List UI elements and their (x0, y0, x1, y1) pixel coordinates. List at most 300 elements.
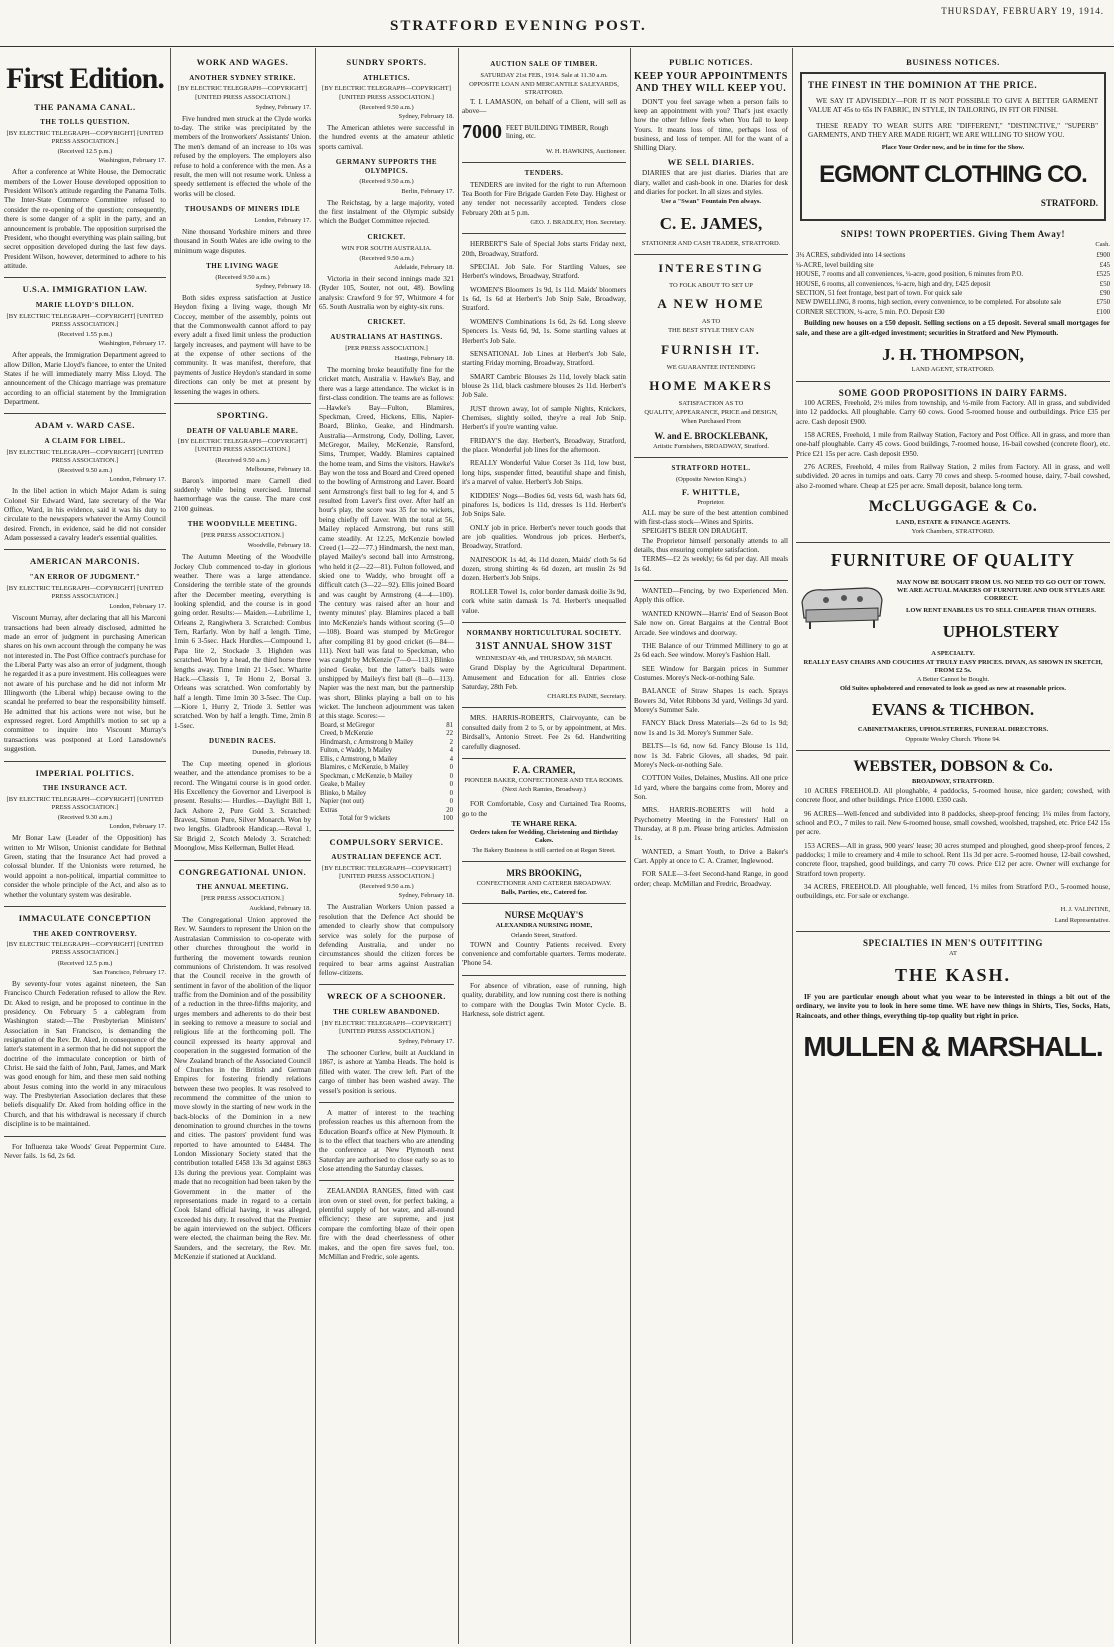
advert-body: IF you are particular enough about what you wear to be interested in things a bit out of the ordinary, we invite you to look in here some time. WE have new things in Shirts, Ties, Socks, Hats, Raincoats, and other things, everything tip-top quality but right in price. (796, 992, 1110, 1020)
wire-credit: [BY ELECTRIC TELEGRAPH—COPYRIGHT] [UNITED PRESS ASSOCIATION.] (322, 1019, 451, 1035)
advert-title: KEEP YOUR APPOINTMENTS AND THEY WILL KEEP YOU. (634, 70, 788, 95)
article-congregational (174, 867, 311, 1263)
herberts-advert: KIDDIES' Nogs—Bodies 6d, vests 6d, wash hats 6d, pinafores 1s, bodices 1s 11d, dresses 1s 11d. Herbert's Job Snips Sale. (462, 491, 626, 519)
divider (462, 233, 626, 234)
property-item (796, 309, 1110, 317)
advert-body: Grand Display by the Agricultural Department. Amusement and Education for all. Entries close Saturday, 28th Feb. (462, 664, 626, 691)
advert-nurse (462, 910, 626, 969)
divider (4, 413, 166, 414)
advert-line: AS TO (701, 318, 721, 326)
advert-line: SATISFACTION AS TO (678, 400, 744, 408)
article-body: In the libel action in which Major Adam is suing Colonel Sir Edward Ward, late secretary of the War Office, Ward, in his evidence, said it was his duty to circulate to the newspapers whatever the Army Council desired. French, in evidence, said he did not consider Adam possessed a cavalry leader's essential qualities. (4, 487, 166, 543)
advert-body: DIARIES that are just diaries. Diaries that are diary, wallet and cash-book in one. Diaries for desk and diaries for pocket. In all sizes and styles. (634, 169, 788, 197)
score-row (319, 790, 454, 798)
runs: 0 (449, 798, 453, 806)
advert-dairy-farms (796, 388, 1110, 491)
score-row (319, 756, 454, 764)
article-heading: U.S.A. IMMIGRATION LAW. (22, 284, 148, 295)
divider (462, 758, 626, 759)
advert-line: When Purchased From (681, 418, 741, 426)
column-6 (796, 54, 1110, 1644)
property-item (796, 252, 1110, 260)
article-body: The schooner Curlew, built at Auckland in 1867, is ashore at Yamba Heads. The hold is filled with water. The crew left. Part of the cargo of timber has been washed away. The vessel's position is serious. (319, 1049, 454, 1095)
advert-name: F. WHITTLE, (681, 486, 741, 497)
advert-trade: CONFECTIONER AND CATERER BROADWAY. (476, 879, 612, 887)
dateline: Sydney, February 17. (255, 103, 311, 111)
small-advert: COTTON Voiles, Delaines, Muslins. All one price 1d yard, where the bargains come from, Morey and Son. (634, 774, 788, 801)
timber-lot (462, 120, 626, 145)
article-body: The Autumn Meeting of the Woodville Jockey Club commenced to-day in glorious weather. There was a large attendance. Considering the terrible state of the grounds after the December meeting, everything is looking splendid, and the course is in good going order. Results:— Maiden.—Lubrilime 1, Orleans 2, Rangiwhera 3. Scratched: Combus Tern, Rarfarly. Won by half a length. Time, 1min 6 3-5sec. Hack Hurdles.—Compound 1, Papa lite 2, Stockade 3. Highden was scratched. Won by a head, the third horse three lengths away. Time 1min 21 1-5sec. Wharite Hack.—Classis 1, Te Honu 2, Borsal 3. Orleans was scratched. Won comfortably by half a length. Time 1min 30 3-5sec. The Cup.—Kiore 1, Hurry 2, Triode 3. Settler was scratched. Won by half a length. Time, 2min 8 1-5sec. (174, 553, 311, 730)
column-rule (630, 48, 631, 1644)
advert-mccluggage (796, 497, 1110, 536)
divider (4, 1136, 166, 1137)
article-body: The Cup meeting opened in glorious weather, and the attendance promises to be a record. The Wingatui course is in good order. His Excellency the Governor and Liverpool is present. Results:— Hurdles.—Daylight Bill 1, Jack Ashore 2, Pure Gold 3. Scratched: Bravest, Simon Pure, Silver Monarch. Won by two lengths. Gladbrook Handicap.—Reval 1, Sir Brigid 2, Scotch Melody 3. Scratched: Moonglow, Miss Kellerman, Bullet Head. (174, 759, 311, 853)
article-body: By seventy-four votes against nineteen, the San Francisco Church Federation refused to allow the Rev. Dr. Aked to resign, and he proposed to continue in the presidency. On February 5 a cablegram from Washington stated:—The Presbyterian Ministers' Association in San Francisco, is demanding the resignation of the Rev. Dr. Aked, in consequence of the latter's statement in a sermon that he did not support the doctrine of the immaculate conception or birth of Christ. He said the faith of John, Paul, James, and Mark was good enough for him, and these men said nothing about Jesus coming into the world in any miraculous way. The Presbyterian Association declares that these beliefs disqualify Dr. Aked from holding office in the Church, and that his withdrawal is necessary if church discipline is to be maintained. (4, 979, 166, 1129)
newspaper-title: STRATFORD EVENING POST. (390, 18, 647, 34)
divider (462, 162, 626, 163)
received-time: (Received 9.50 a.m.) (359, 254, 414, 262)
advert-name: W. and E. BROCKLEBANK, (654, 430, 768, 441)
small-advert: WANTED KNOWN—Harris' End of Season Boot Sale now on. Great Bargains at the Central Boot Arcade. See windows and doorway. (634, 609, 788, 637)
advert-peppermint: For Influenza take Woods' Great Peppermint Cure. Never fails. 1s 6d, 2s 6d. (4, 1142, 166, 1160)
article-heading: IMMACULATE CONCEPTION (18, 912, 152, 923)
advert-body: T. I. LAMASON, on behalf of a Client, will sell as above— (462, 98, 626, 116)
advert-auction (462, 60, 626, 156)
advert-title: HOME MAKERS (649, 377, 773, 393)
dateline: Sydney, February 18. (398, 112, 454, 120)
dateline: Washington, February 17. (98, 340, 166, 348)
advert-stratford-hotel (634, 464, 788, 574)
advert-body: TENDERS are invited for the right to run Afternoon Tea Booth for Fire Brigade Garden Fete Day. Highest or any tender not necessarily accepted. Tenders close February 20th at 5 p.m. (462, 180, 626, 217)
batsman: Creed, b McKenzie (320, 730, 374, 738)
column-3 (319, 54, 454, 1644)
advert-trade: LAND, ESTATE & FINANCE AGENTS. (895, 519, 1011, 527)
received-time: (Received 12.5 p.m.) (57, 959, 113, 967)
article-teachers: A matter of interest to the teaching profession reaches us this afternoon from the Education Board's office at New Plymouth. It is to the effect that teachers who are attending the conference at New Plymouth next Saturday are authorised to close early so as to close attending the Saturday classes. (319, 1108, 454, 1174)
score-row (319, 747, 454, 755)
auctioneer: W. H. HAWKINS, Auctioneer. (546, 147, 626, 155)
dateline: London, February 17. (109, 476, 166, 484)
herberts-advert: ROLLER Towel 1s, color border damask doilie 3s 9d, cork white satin damask 1s 7d. Herbert's unequalled value. (462, 587, 626, 615)
herberts-advert: SMART Cambric Blouses 2s 11d, lovely black satin blouse 2s 11d, black cashmere blouses 2s 11d. Herbert's Job Sale. (462, 372, 626, 400)
score-row (319, 722, 454, 730)
score-total-label: Total for 9 wickets (339, 815, 391, 823)
article-subheading: THE ANNUAL MEETING. (196, 883, 289, 892)
dateline: Berlin, February 17. (401, 187, 454, 195)
property-description: CORNER SECTION, ¼-acre, 5 min. P.O. Deposit £30 (796, 308, 945, 316)
dateline: Melbourne, February 18. (246, 465, 311, 473)
advert-title: STRATFORD HOTEL. (671, 463, 751, 472)
article-body: After a conference at White House, the Democratic members of the Lower House developed opposition to President Wilson's attitude regarding the Panama Tolls. The Inter-State Commerce Committee refused to consider the re-opening of the question; consequently, there is some danger of a split in the party, and an announcement is probable. The opposition surprised the President, who thought everything was plain sailing, but secret opposition developed during the last few days. President Wilson, however, determined to adhere to his attitude. (4, 168, 166, 270)
score-row (319, 764, 454, 772)
article-heading: SUNDRY SPORTS. (346, 57, 427, 67)
section-heading: BUSINESS NOTICES. (906, 57, 1000, 67)
advert-the-kash (796, 938, 1110, 1064)
advert-trade: Artistic Furnishers, BROADWAY, Stratford. (653, 442, 769, 450)
advert-name: TE WHARE REKA. (511, 819, 577, 829)
dateline: London, February 17. (109, 823, 166, 831)
dairy-farm-list (796, 399, 1110, 491)
dateline: Adelaide, February 18. (394, 263, 454, 271)
received-time: (Received 9.50 a.m.) (57, 466, 113, 474)
runs: 0 (449, 789, 453, 797)
runs: 81 (446, 721, 453, 729)
property-price: £750 (1096, 299, 1110, 307)
article-wreck (319, 991, 454, 1096)
article-heading: WRECK OF A SCHOONER. (327, 991, 446, 1002)
herberts-advert: JUST thrown away, lot of sample Nights, Knickers, Chemises, slightly soiled, they're a real Job Snip. Herbert's if you're wanting value. (462, 404, 626, 432)
dateline: Hastings, February 18. (394, 354, 454, 362)
advert-brooking (462, 868, 626, 898)
article-subheading: THE CURLEW ABANDONED. (333, 1007, 440, 1016)
wire-credit: [BY ELECTRIC TELEGRAPH—COPYRIGHT] [UNITED PRESS ASSOCIATION.] (322, 864, 451, 881)
article-body: Viscount Murray, after declaring that all his Marconi transactions had been already disclosed, admitted he made an error of judgment in purchasing American shares on his own account through the company he was not interested in. The Post Office contract's purchase for the Liberal Party was also an error of judgment, though he regarded it as a pure investment. His colleagues were not aware of his purchase and he did not inform Mr Illingworth (the Liberal whip) because owing to the scandal he preferred to bear the responsibility himself. He admitted that his actions were not wise, but he expressed regret. Lord Ampthill's motion to set up a committee to inquire into Viscount Murray's transactions was postponed at Lord Lansdowne's suggestion. (4, 614, 166, 754)
wire-credit: [BY ELECTRIC TELEGRAPH—COPYRIGHT] [UNITED PRESS ASSOCIATION.] (6, 129, 164, 145)
divider (462, 975, 626, 976)
advert-note: Balls, Parties, etc., Catered for. (501, 889, 587, 897)
received-time: (Received 9.50 a.m.) (215, 273, 270, 281)
property-item (796, 271, 1110, 279)
article-body: The Reichstag, by a large majority, voted the first instalment of the Olympic subsidy which the Budget Committee rejected. (319, 198, 454, 226)
advert-cramer (462, 765, 626, 795)
property-item (796, 290, 1110, 298)
herberts-advert: SPECIAL Job Sale. For Startling Values, see Herbert's windows, Broadway, Stratford. (462, 263, 626, 281)
property-item (796, 262, 1110, 270)
runs: 0 (449, 764, 453, 772)
wire-credit: [BY ELECTRIC TELEGRAPH—COPYRIGHT] [UNITED PRESS ASSOCIATION.] (6, 312, 164, 328)
advert-title: TENDERS. (524, 168, 564, 177)
article-body: Baron's imported mare Carnell died suddenly while being exercised. Internal haemorrhage was the cause. The mare cost 2100 guineas. (174, 476, 311, 513)
divider (634, 254, 788, 255)
farm-item: 96 ACRES—Well-fenced and subdivided into 8 paddocks, sheep-proof fencing; 1¼ miles from factory, school and P.O., 7 miles to rail. New 6-roomed house, small cowshed, woolshed, trapshed, etc. Price £42 15s per acre. (796, 809, 1110, 837)
wire-credit: [BY ELECTRIC TELEGRAPH—COPYRIGHT] [UNITED PRESS ASSOCIATION.] (6, 584, 164, 600)
dateline: London, February 17. (254, 216, 311, 224)
article-heading: WORK AND WAGES. (196, 57, 289, 67)
article-heading: THE PANAMA CANAL. (34, 101, 136, 112)
divider (174, 403, 311, 404)
article-heading: ADAM v. WARD CASE. (34, 420, 136, 431)
runs: 4 (449, 747, 453, 755)
divider (4, 761, 166, 762)
advert-zealandia: ZEALANDIA RANGES, fitted with cast iron oven or steel oven, for perfect baking, a plentiful supply of hot water, and all-round efficiency; these are supreme, and just compare the comforting blaze of their open fire with the dead cheerlessness of other makes, and the open fire saves fuel, too. McMillan and Fredric, sole agents. (319, 1187, 454, 1261)
advert-signature: Land Representative. (1054, 916, 1110, 924)
article-subheading: THE WOODVILLE MEETING. (187, 520, 298, 529)
wire-credit: [PER PRESS ASSOCIATION.] (201, 531, 284, 539)
divider (462, 707, 626, 708)
property-description: HOUSE, 7 rooms and all conveniences, ¼-acre, good position, 6 minutes from P.O. (796, 271, 1024, 279)
advert-name: MRS BROOKING, (506, 867, 582, 878)
advert-trade: PIONEER BAKER, CONFECTIONER AND TEA ROOMS. (464, 777, 624, 785)
runs: 0 (449, 781, 453, 789)
masthead (0, 0, 1114, 60)
advert-title: THE FINEST IN THE DOMINION AT THE PRICE. (808, 79, 1038, 90)
received-time: (Received 12.5 p.m.) (57, 148, 113, 156)
farm-list (796, 787, 1110, 902)
advert-location: STRATFORD. (1040, 198, 1098, 209)
advert-title: FURNITURE OF QUALITY (830, 550, 1076, 571)
score-row (319, 798, 454, 806)
divider (462, 861, 626, 862)
small-advert: FANCY Black Dress Materials—2s 6d to 1s 9d; now 1s and 1s 3d. Morey's Summer Sale. (634, 719, 788, 737)
advert-trade: CABINETMAKERS, UPHOLSTERERS, FUNERAL DIRECTORS. (857, 726, 1049, 734)
dairy-farm-item: 100 ACRES, Freehold, 2½ miles from township, and ½-mile from Factory. All in grass, and subdivided into 12 paddocks. All ploughable. Carry 60 cows. Good 5-roomed house and outbuildings. Price £35 per acre. Cash deposit £900. (796, 398, 1110, 426)
advert-body: MAY NOW BE BOUGHT FROM US. NO NEED TO GO OUT OF TOWN. WE ARE ACTUAL MAKERS OF FURNITURE AND OUR STYLES ARE CORRECT. (896, 578, 1106, 603)
advert-title: WE SELL DIARIES. (667, 156, 755, 167)
advert-title: AUCTION SALE OF TIMBER. (490, 60, 598, 68)
batsman: Blamires, c McKenzie, b Mailey (320, 764, 409, 772)
advert-note: Use a "Swan" Fountain Pen always. (660, 198, 762, 206)
wire-credit: [BY ELECTRIC TELEGRAPH—COPYRIGHT] [UNITED PRESS ASSOCIATION.] (178, 85, 307, 101)
price-column-label: Cash. (1095, 240, 1110, 248)
advert-line: Proprietor. (697, 499, 725, 507)
article-panama (4, 102, 166, 272)
advert-webster-dobson (796, 757, 1110, 925)
article-subheading: THE LIVING WAGE (206, 261, 279, 270)
herberts-advert: REALLY Wonderful Value Corset 3s 11d, low bust, long hips, suspender fitted, beautiful shape and finish, it's a marvel of value. Herbert's Job Snips. (462, 459, 626, 487)
advert-evans-tichbon (796, 549, 1110, 743)
property-price: £50 (1099, 280, 1110, 288)
column-rule (315, 48, 316, 1644)
column-2 (174, 54, 311, 1644)
advert-note: The Bakery Business is still carried on at Regan Street. (472, 846, 616, 854)
property-price: £525 (1096, 271, 1110, 279)
dateline: Washington, February 17. (98, 157, 166, 165)
advert-body: Building new houses on a £50 deposit. Selling sections on a £5 deposit. Several small mortgages for sale, and these are a gilt-edged investment; securities in Stratford and New Plymouth. (796, 319, 1110, 337)
herberts-advert: WOMEN'S Combinations 1s 6d, 2s 6d. Long sleeve Spencers 1s. Vests 6d, 9d, 1s. Some startling values at Herbert's Job Sale. (462, 317, 626, 345)
received-time: (Received 9.50 a.m.) (215, 456, 270, 464)
dateline: San Francisco, February 17. (92, 968, 166, 976)
article-woodville (174, 520, 311, 731)
advert-name: C. E. JAMES, (659, 213, 763, 233)
divider (4, 277, 166, 278)
advert-clairvoyante: MRS. HARRIS-ROBERTS, Clairvoyante, can be consulted daily from 2 to 5, or by appointment, at Mrs. Birdsall's, Antonio Street. Fee 2s 6d. Handwriting carefully diagnosed. (462, 714, 626, 751)
divider (796, 542, 1110, 543)
article-work-wages (174, 57, 311, 199)
article-body: The morning broke beautifully fine for the cricket match, Australia v. Hawke's Bay, and there was a large attendance. The wicket is in first-class condition. The teams are as follows:—Hawke's Bay—Fulton, Blamires, Speckman, Creed, Hickens, Ellis, Napier-Board, Blinko, Geake, and Hindmarsh. Australia—Armstrong, Cody, Dolling, Laver, McGregor, Mailey, McKenzie, Ransford, Sims, Trumper, Waddy. Blamires captained the home team, and Sims the visitors. Hawke's Bay won the toss and Board and Creed opened to the bowling of Armstrong and Laver. Board sent Armstrong's first ball to leg for 4, and 5 resulted from Laver's first over. After half an hour's play, the score was 35 for no wickets, being chiefly off Laver. With the total at 56, Mailey replaced Armstrong, but runs still came steadily. At 12.25, McKenzie bowled Creed (1—22—77.) Hindmarsh, the next man, played Mailey's second ball into Armstrong, who held it (2—22—81). Fulton followed, and skied one to Waddy, who brought off a difficult catch (3—22—92). Ellis joined Board and was caught by Armstrong (4—4—100). The century was raised after an hour and twenty minutes' play. Blamires placed a ball into McKenzie's hands without scoring (5—0—108). Board was stumped by McGregor after compiling 81 by good cricket (6—84—111). Next ball was fatal to Speckman, who was caught by McKenzie (7—0—113.) Blinko joined Geake, but the latter's bails were unshipped by Mailey's first ball (8—0—113). Napier was the next man, but the partnership was short, Blinks playing a ball on to his wicket. The luncheon adjournment was taken at this stage. Scores:— (319, 366, 454, 721)
divan-sketch-icon (796, 580, 886, 632)
masthead-rule (0, 46, 1114, 47)
article-subheading: THE AKED CONTROVERSY. (32, 929, 138, 938)
wire-credit: [PER PRESS ASSOCIATION.] (345, 344, 428, 352)
advert-body: Old Suites upholstered and renovated to look as good as new at reasonable prices. (839, 685, 1067, 693)
advert-line: AT (949, 950, 957, 958)
score-total: 100 (442, 815, 453, 823)
advert-body: LOW RENT ENABLES US TO SELL CHEAPER THAN OTHERS. (906, 607, 1096, 615)
article-subheading: A CLAIM FOR LIBEL. (44, 436, 126, 445)
herberts-advert: WOMEN'S Bloomers 1s 9d, 1s 11d. Maids' bloomers 1s 6d, 1s 6d at Herbert's Job Snip Sale, Broadway, Stratford. (462, 285, 626, 313)
article-living-wage (174, 262, 311, 397)
small-advert: BALANCE of Straw Shapes 1s each. Sprays Bowers 3d, Velet Ribbons 3d yard, Veilings 3d yard. Morey's Summer Sale. (634, 687, 788, 715)
article-subheading: "AN ERROR OF JUDGMENT." (29, 573, 141, 582)
advert-title: SOME GOOD PROPOSITIONS IN DAIRY FARMS. (838, 387, 1068, 398)
article-sporting (174, 410, 311, 514)
furniture-row (796, 578, 1110, 649)
score-row (319, 739, 454, 747)
advert-trade: LAND AGENT, STRATFORD. (911, 366, 995, 374)
article-immigration (4, 284, 166, 407)
advert-note: Place Your Order now, and be in time for the Show. (881, 144, 1025, 152)
score-row (319, 730, 454, 738)
dateline: Woodville, February 18. (247, 542, 311, 550)
batsman: Hindmarsh, c Armstrong b Mailey (320, 738, 414, 746)
advert-date: WEDNESDAY 4th, and THURSDAY, 5th MARCH. (475, 655, 613, 663)
property-description: 3¼ ACRES, subdivided into 14 sections (796, 252, 906, 260)
advert-body: The Proprietor himself personally attends to all details, thus ensuring complete satisfaction. (634, 536, 788, 555)
property-price: £900 (1096, 252, 1110, 260)
advert-title: UPHOLSTERY (942, 622, 1060, 642)
score-row (319, 807, 454, 815)
advert-brocklebank (634, 261, 788, 451)
runs: 22 (446, 730, 453, 738)
batsman: Speckman, c McKenzie, b Mailey (320, 772, 413, 780)
property-item (796, 299, 1110, 307)
received-time: (Received 1.55 p.m.) (57, 330, 113, 338)
runs: 2 (449, 738, 453, 746)
advert-trade: STATIONER AND CASH TRADER, STRATFORD. (641, 239, 781, 247)
article-body: Nine thousand Yorkshire miners and three thousand in South Wales are idle owing to the minimum wage disputes. (174, 227, 311, 255)
article-body: The American athletes were successful in the hundred events at the amateur athletic sports carnival. (319, 123, 454, 151)
column-rule (792, 48, 793, 1644)
batsman: Blinko, b Mailey (320, 789, 367, 797)
article-subheading: AUSTRALIAN DEFENCE ACT. (331, 853, 442, 862)
article-compulsory (319, 837, 454, 979)
small-adverts (634, 587, 788, 889)
received-time: (Received 9.50 a.m.) (359, 178, 414, 186)
divider (634, 580, 788, 581)
article-body: Both sides express satisfaction at Justice Heydon fixing a living wage, though Mr Coccey, member of the assembly, points out that the Commonwealth cannot afford to pay every adult a fixed limit unless the production largely increases, and payment will have to be at the expense of other sections of the community. It was manifest, therefore, that payments of Justice Heydon's standard in some directions can only be met at present by lessening the wages in others. (174, 293, 311, 396)
property-description: NEW DWELLING, 8 rooms, high section, every convenience, to be completed. For absolute sale (796, 299, 1062, 307)
advert-name: WEBSTER, DOBSON & Co. (853, 757, 1053, 775)
received-time: (Received 9.50 a.m.) (359, 103, 414, 111)
advert-location: BROADWAY, STRATFORD. (912, 777, 994, 785)
advert-location: York Chambers, STRATFORD. (911, 528, 995, 536)
advert-signature: H. J. VALINTINE, (1060, 905, 1110, 913)
timber-quantity: 7000 (462, 120, 502, 143)
advert-te-whare-reka (462, 800, 626, 854)
edition-heading: First Edition. (6, 62, 164, 95)
advert-douglas: For absence of vibration, ease of running, high quality, durability, and low running cost there is nothing to compare with the Douglas Twin Motor Cycle. B. Harkness, sole district agent. (462, 981, 626, 1018)
property-description: SECTION, 51 feet frontage, best part of town. For quick sale (796, 290, 963, 297)
batsman: Fulton, c Waddy, b Mailey (320, 747, 393, 755)
wire-credit: [BY ELECTRIC TELEGRAPH—COPYRIGHT] [UNITED PRESS ASSOCIATION.] (6, 795, 164, 812)
advert-name: McCLUGGAGE & Co. (868, 498, 1038, 516)
article-subheading: ANOTHER SYDNEY STRIKE. (189, 73, 296, 82)
article-subheading: MARIE LLOYD'S DILLON. (35, 300, 135, 309)
advert-body: FOR Comfortable, Cosy and Curtained Tea Rooms, go to the (462, 800, 626, 818)
property-price: £90 (1099, 290, 1110, 297)
batsman: Napier (not out) (320, 798, 364, 806)
divider (319, 984, 454, 985)
article-subheading: GERMANY SUPPORTS THE OLYMPICS. (335, 157, 438, 175)
advert-name: J. H. THOMPSON, (882, 345, 1024, 365)
wire-credit: [BY ELECTRIC TELEGRAPH—COPYRIGHT] [UNITED PRESS ASSOCIATION.] (178, 438, 307, 454)
article-subheading: CRICKET. (367, 232, 406, 241)
advert-body: TOWN and Country Patients received. Every convenience and comfortable quarters. Terms moderate. 'Phone 54. (462, 940, 626, 968)
advert-name: THE KASH. (894, 965, 1012, 986)
dateline: Sydney, February 18. (398, 892, 454, 900)
small-advert: THE Balance of our Trimmed Millinery to go at 2s 6d each. See window. Morey's Fashion Hall. (634, 641, 788, 660)
small-advert: WANTED, a Smart Youth, to Drive a Baker's Cart. Apply at once to C. A. Cramer, Inglewood. (634, 847, 788, 866)
article-germany (319, 158, 454, 227)
divider (174, 860, 311, 861)
advert-note: Orders taken for Wedding, Christening and Birthday Cakes. (469, 829, 619, 845)
article-subheading: THOUSANDS OF MINERS IDLE (184, 204, 301, 213)
column-rule (458, 48, 459, 1644)
article-subheading: DEATH OF VALUABLE MARE. (186, 426, 299, 435)
article-adam-ward (4, 420, 166, 543)
scorecard (319, 722, 454, 824)
article-dunedin (174, 737, 311, 853)
small-advert: MRS. HARRIS-ROBERTS will hold a Psychometry Meeting in the Foresters' Hall on Thursday, at 8 p.m. Please bring articles. Admission 1s. (634, 806, 788, 843)
column-4 (462, 54, 626, 1644)
advert-date: SATURDAY 21st FEB., 1914. Sale at 11.30 a.m. (480, 71, 608, 79)
received-time: (Received 9.50 a.m.) (359, 883, 414, 891)
score-row (319, 781, 454, 789)
advert-location: Opposite Wesley Church. 'Phone 94. (905, 735, 1001, 743)
advert-title: NORMANBY HORTICULTURAL SOCIETY. (466, 628, 622, 637)
article-subheading: CRICKET. (367, 318, 406, 327)
advert-line: WE GUARANTEE INTENDING (666, 363, 756, 371)
mullen-marshall-logo-text: MULLEN & MARSHALL. (803, 1030, 1103, 1062)
advert-note: A SPECIALTY. (931, 649, 975, 657)
article-subheading: AUSTRALIANS AT HASTINGS. (330, 333, 443, 342)
herberts-advert: SENSATIONAL Job Lines at Herbert's Job Sale, starting Friday morning, Broadway, Stratford. (462, 349, 626, 368)
article-marconi (4, 556, 166, 754)
advert-title: A NEW HOME (657, 296, 765, 312)
article-sundry-sports (319, 57, 454, 152)
article-subheading: WIN FOR SOUTH AUSTRALIA. (341, 244, 432, 252)
issue-date: THURSDAY, FEBRUARY 19, 1914. (941, 6, 1104, 16)
dateline: London, February 17. (109, 603, 166, 611)
small-advert: FOR SALE—3-feet Second-hand Range, in good order; cheap. McMillan and Fredric, Broadway. (634, 870, 788, 888)
advert-location: Orlando Street, Stratford. (510, 931, 578, 939)
herberts-adverts (462, 240, 626, 616)
herberts-advert: NAINSOOK 1s 4d, 4s 11d dozen, Maids' cloth 5s 6d dozen, strong shirting 4s 6d dozen, art muslin 2s 9d dozen. Herbert's Job Snips. (462, 555, 626, 583)
advert-body: ALL may be sure of the best attention combined with first-class stock—Wines and Spirits. (634, 508, 788, 526)
property-description: HOUSE, 6 rooms, all conveniences, ¼-acre, high and dry, £425 deposit (796, 280, 991, 288)
advert-normanby (462, 629, 626, 702)
advert-signature: CHARLES PAINE, Secretary. (547, 693, 626, 701)
property-price: £45 (1099, 261, 1110, 269)
advert-egmont-clothing (800, 72, 1106, 221)
score-row (319, 773, 454, 781)
property-description: ¼-ACRE, level building site (796, 261, 874, 269)
advert-signature: GEO. J. BRADLEY, Hon. Secretary. (530, 219, 626, 227)
article-subheading: ATHLETICS. (362, 73, 411, 82)
farm-item: 153 ACRES—All in grass, 900 years' lease; 30 acres stumped and ploughed, good sheep-proof fences, 2 paddocks; 1 mile to creamery and 4 mile to school. Rent 11s 3d per acre. 5-roomed house, 12-bail cowshed, concrete floor, trapshed, good buildings, and carry 70 cows. Price £12 per acre. Owner will exchange for Stratford town property. (796, 841, 1110, 878)
advert-body: DON'T you feel savage when a person fails to keep an appointment with you? That's just exactly how the other fellow feels when You fail to keep Yours. It means loss of time, perhaps loss of business, and loss of temper. All for the want of a Shilling Diary. (634, 97, 788, 153)
timber-description: FEET BUILDING TIMBER, Rough lining, etc. (506, 123, 609, 141)
herberts-advert: ONLY job in price. Herbert's never touch goods that are job qualities. Wondrous job prices. Herbert's, Broadway, Stratford. (462, 523, 626, 551)
advert-tenders (462, 169, 626, 227)
received-time: (Received 9.30 a.m.) (57, 814, 113, 822)
small-advert: WANTED—Fencing, by two Experienced Men. Apply this office. (634, 587, 788, 605)
advert-title: SNIPS! TOWN PROPERTIES. Giving Them Away! (840, 228, 1066, 239)
small-advert: SEE Window for Bargain prices in Summer Costumes. Morey's Neck-or-nothing Sale. (634, 664, 788, 682)
article-body: Victoria in their second innings made 321 (Ryder 105, Souter, not out, 48). Bowling analysis: Crawford 9 for 97, Whitmore 4 for 65. South Australia won by eighty-six runs. (319, 274, 454, 311)
advert-name: EVANS & TICHBON. (871, 700, 1035, 720)
divider (796, 750, 1110, 751)
dateline: Dunedin, February 18. (252, 748, 311, 756)
wire-credit: [BY ELECTRIC TELEGRAPH—COPYRIGHT] [UNITED PRESS ASSOCIATION.] (322, 85, 451, 101)
article-immaculate (4, 913, 166, 1130)
batsman: Extras (320, 806, 338, 814)
advert-name: F. A. CRAMER, (512, 764, 576, 775)
divider (319, 1180, 454, 1181)
advert-location: (Opposite Newton King's.) (676, 475, 746, 483)
article-subheading: THE TOLLS QUESTION. (40, 118, 130, 127)
advert-line: THE BEST STYLE THEY CAN (668, 327, 754, 335)
